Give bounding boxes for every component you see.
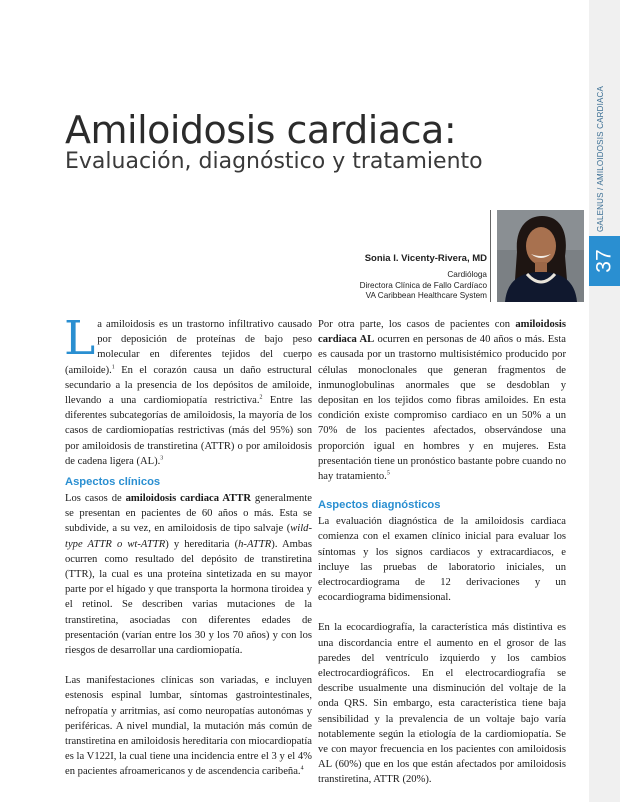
paragraph	[65, 491, 312, 658]
text-run: Por otra parte, los casos de pacientes con	[318, 319, 516, 330]
article-title: Amiloidosis cardiaca:	[65, 108, 457, 152]
paragraph-gap	[65, 658, 312, 673]
section-heading: Aspectos clínicos	[65, 476, 161, 489]
section-heading: Aspectos diagnósticos	[318, 499, 441, 512]
footnote-ref: 3	[160, 455, 164, 462]
paragraph	[318, 317, 566, 484]
text-run: En el corazón causa un daño estructural secundario a la presencia de los depósitos de amiloide, llevando a una cardiomiopatía restrictiva.	[65, 364, 312, 407]
bold-run: amiloidosis cardiaca AL	[318, 319, 566, 346]
paragraph-gap	[318, 605, 566, 620]
author-portrait-icon	[497, 210, 584, 302]
text-run: ). Ambas ocurren como resultado del depósito de transtiretina (TTR), la cual es una proteína sintetizada en su mayor parte por el hígado y que transporta la hormona tiroidea y el retinol. Se describen varias mutaciones de la transtiretina, asociadas con diferentes edades de presentación (varían entre los 30 y los 70 años) y con los riesgos de desarrollar una cardiomiopatía.	[65, 538, 312, 657]
text-run: En la ecocardiografía, la característica más distintiva es una discordancia entre el aumento en el grosor de las paredes del ventrículo izquierdo y los cambios electrocardiográficos. En el electrocardiografía se describe usualmente una disminución del voltaje de la onda QRS. Sin embargo, esta característica tiene baja sensibilidad y la prevalencia de un voltaje bajo varía notablemente según la etiología de la cardiomiopatía. Se ve con mayor frecuencia en los pacientes con amiloidosis AL (60%) que en los que están afectados por amiloidosis transtiretina, ATTR (20%).	[318, 622, 566, 786]
italic-run: h-ATTR	[238, 538, 272, 550]
paragraph	[65, 673, 312, 779]
column-right	[318, 317, 566, 788]
author-name: Sonia I. Vicenty-Rivera, MD	[364, 253, 487, 264]
author-role: Cardióloga	[447, 270, 487, 279]
text-run: La evaluación diagnóstica de la amiloidosis cardiaca comienza con el examen clínico inicial para evaluar los síntomas y los signos cardiacos y extracardiacos, e incluye las pruebas de laboratorio iniciales, un electrocardiograma de 12 derivaciones y un ecocardiograma bidimensional.	[318, 516, 566, 604]
author-role: VA Caribbean Healthcare System	[365, 291, 487, 300]
footnote-ref: 4	[300, 765, 304, 772]
article-subtitle: Evaluación, diagnóstico y tratamiento	[65, 149, 483, 174]
text-run: Los casos de	[65, 493, 126, 505]
author-role: Directora Clínica de Fallo Cardíaco	[359, 280, 487, 290]
author-photo	[497, 210, 584, 302]
text-run: a amiloidosis es un trastorno infiltrativo causado por deposición de proteínas de bajo peso molecular en diferentes tejidos del cuerpo (amiloide).	[65, 319, 312, 376]
author-divider	[490, 210, 491, 302]
italic-run: wild-type ATTR o wt-ATTR	[65, 523, 312, 550]
paragraph	[64, 311, 312, 469]
page-number: 37	[592, 249, 616, 273]
author-block	[280, 253, 487, 302]
footnote-ref: 2	[259, 394, 263, 401]
bold-run: amiloidosis cardiaca ATTR	[125, 493, 251, 505]
footnote-ref: 5	[386, 470, 390, 477]
text-run: ocurren en personas de 40 años o más. Esta es causada por un trastorno multisistémico producido por células monoclonales que generan fragmentos de inmunoglobulinas anormales que se desdoblan y depositan en los tejidos como fibras amiloides. En esta condición existe compromiso cardiaco en un 50% a un 70% de los pacientes afectados, observándose una proporción igual en hombres y en mujeres. Esta presentación tiene un pronóstico bastante pobre cuando no hay tratamiento.	[318, 334, 566, 483]
drop-cap: L	[64, 311, 96, 366]
text-run: ) y hereditaria (	[165, 538, 239, 550]
text-run: Las manifestaciones clínicas son variadas, e incluyen estenosis espinal lumbar, síntomas gastrointestinales, nefropatía y arritmias, así como neuropatías autonómas y periféricas. A nivel mundial, la mutación más común de transtiretina en amiloidosis hereditaria con miocardiopatía es la V122I, la cual tiene una incidencia entre el 3 y el 4% en pacientes afroamericanos y de ascendencia caribeña.	[65, 675, 312, 778]
text-run: generalmente se presentan en pacientes de 60 años o más. Esta se subdivide, a su vez, en amiloidosis de tipo salvaje (	[65, 493, 312, 535]
text-run: Entre las diferentes subcategorías de amiloidosis, la mayoría de los casos de cardiomiopatías restrictivas (más del 95%) son por amiloidosis de transtiretina (ATTR) o por amiloidosis de cadena ligera (AL).	[65, 395, 312, 467]
paragraph	[318, 514, 566, 605]
column-left	[64, 311, 312, 780]
section-label: GALENUS / AMILOIDOSIS CARDIACA	[596, 85, 605, 232]
paragraph	[318, 620, 566, 787]
page-number-tab	[589, 236, 620, 286]
footnote-ref: 1	[111, 364, 115, 371]
